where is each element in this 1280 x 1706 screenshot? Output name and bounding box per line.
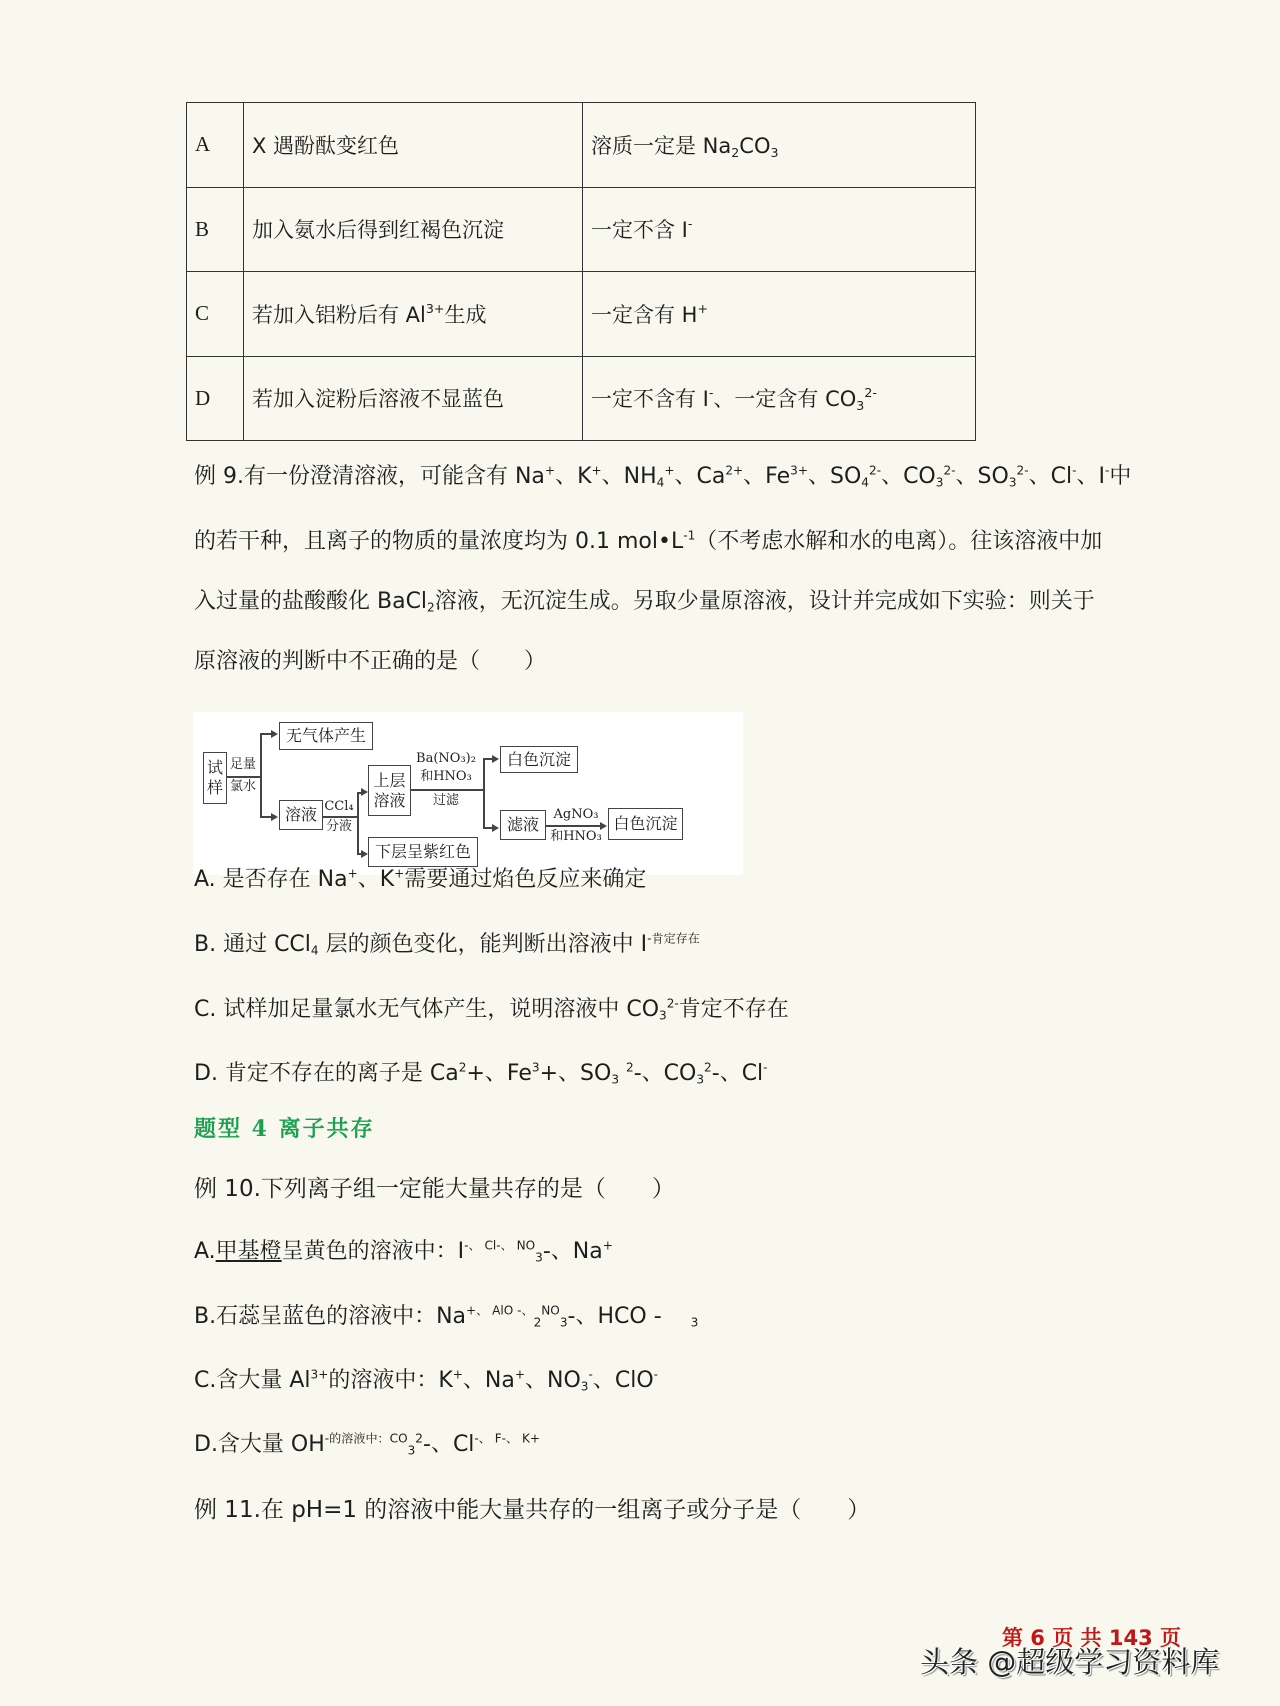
label-reagent2-bottom: 分液 <box>325 819 352 834</box>
row-condition <box>244 272 583 357</box>
box-lower-layer: 下层呈紫红色 <box>368 837 478 867</box>
text-segment: CO <box>739 133 771 158</box>
watermark: 头条 @超级学习资料库 <box>920 1645 1220 1679</box>
text-segment: 中 <box>1109 464 1132 489</box>
text-segment: 2- <box>869 463 882 478</box>
text-segment: - <box>1072 463 1077 478</box>
text-segment: 4 <box>861 475 869 490</box>
text-segment: C.含大量 Al <box>194 1368 311 1393</box>
example-9-option-a <box>194 865 646 895</box>
text-segment: 3+ <box>790 463 808 478</box>
label-reagent4-top: AgNO₃ <box>553 807 599 822</box>
text-segment: 2+ <box>725 463 744 478</box>
text-segment: 2 <box>731 144 740 160</box>
text-segment: 4 <box>656 475 665 490</box>
text-segment: 3 <box>535 1250 543 1265</box>
text-segment: 、SO <box>955 464 1009 489</box>
label-reagent1-top: 足量 <box>229 757 256 772</box>
text-segment: 例 11.在 pH=1 的溶液中能大量共存的一组离子或分子是（ ） <box>194 1497 871 1523</box>
text-segment: 2 <box>704 1060 712 1075</box>
text-segment: 2- <box>666 996 679 1011</box>
text-segment: -、Na <box>542 1239 603 1264</box>
row-condition: X 遇酚酞变红色 <box>244 103 583 188</box>
example-10-option-b <box>194 1302 698 1332</box>
text-segment: D. 肯定不存在的离子是 Ca <box>194 1061 459 1086</box>
text-segment: +、 AlO -、 <box>466 1303 534 1318</box>
example-9-option-b <box>194 930 700 960</box>
text-segment: 2 <box>427 600 435 615</box>
label-reagent3-mid: 和HNO₃ <box>420 769 472 784</box>
arrow-icon <box>271 813 278 821</box>
text-segment: - <box>687 216 693 232</box>
text-segment: 、K <box>555 464 592 489</box>
text-segment: 3+ <box>310 1367 329 1382</box>
text-segment: 、一定含有 CO <box>713 387 857 412</box>
label-reagent3-top: Ba(NO₃)₂ <box>416 751 476 766</box>
label-reagent3-bottom: 过滤 <box>432 793 459 808</box>
text-segment: -、 Cl-、 NO <box>464 1238 536 1253</box>
text-segment: 原溶液的判断中不正确的是（ ） <box>194 649 547 674</box>
text-segment: 一定不含有 I <box>591 387 709 412</box>
table-row <box>187 103 976 188</box>
text-segment: +、Fe <box>466 1061 532 1086</box>
connector-line <box>410 789 483 791</box>
arrow-icon <box>492 824 499 832</box>
example-11-question <box>194 1495 870 1525</box>
text-segment: 一定含有 H <box>591 302 698 327</box>
example-9-question <box>194 647 546 677</box>
text-segment: 例 9.有一份澄清溶液，可能含有 Na <box>194 464 545 489</box>
text-segment: 3 <box>696 1072 705 1087</box>
text-segment: 3 <box>559 1315 568 1330</box>
text-segment: 、NO <box>525 1368 581 1393</box>
row-conclusion <box>583 187 976 272</box>
text-segment: - <box>763 1060 768 1075</box>
table-row <box>187 187 976 272</box>
text-segment: 2 <box>458 1060 467 1075</box>
row-key: A <box>187 103 244 188</box>
text-segment: 2- <box>943 463 956 478</box>
text-segment: 3+ <box>425 300 445 316</box>
text-segment: 层的颜色变化，能判断出溶液中 I <box>318 932 648 957</box>
text-segment: 3 <box>580 1379 589 1394</box>
text-segment: 3 <box>407 1443 416 1458</box>
text-segment: 2 <box>626 1060 634 1075</box>
example-9-question <box>194 527 1102 557</box>
example-9-option-c <box>194 995 789 1025</box>
text-segment: + <box>664 463 675 478</box>
text-segment: -、Cl <box>423 1432 475 1457</box>
text-segment: 3 <box>770 144 779 160</box>
text-segment: 入过量的盐酸酸化 BaCl <box>194 589 428 614</box>
text-segment: - <box>708 385 714 401</box>
text-segment: + <box>591 463 602 478</box>
text-segment: +、SO <box>539 1061 612 1086</box>
text-segment: + <box>697 300 709 316</box>
text-segment: 2 <box>415 1431 423 1446</box>
text-segment: 甲基橙 <box>215 1239 282 1264</box>
text-segment: 若加入铝粉后有 Al <box>252 302 426 327</box>
row-key: B <box>187 187 244 272</box>
box-filtrate: 滤液 <box>500 810 546 840</box>
table-row <box>187 272 976 357</box>
arrow-icon <box>600 822 607 830</box>
text-segment: + <box>602 1238 613 1253</box>
text-segment: 、SO <box>808 464 862 489</box>
connector-line <box>483 758 485 828</box>
text-segment: 一定不含 I <box>591 218 688 243</box>
text-segment: D.含大量 OH <box>194 1432 325 1457</box>
text-segment: 溶液，无沉淀生成。另取少量原溶液，设计并完成如下实验：则关于 <box>434 589 1095 614</box>
example-10-question <box>194 1174 675 1204</box>
text-segment: 、ClO <box>592 1368 654 1393</box>
connector-line <box>260 733 262 817</box>
text-segment: + <box>394 866 405 881</box>
row-conclusion <box>583 272 976 357</box>
text-segment: - <box>653 1367 659 1382</box>
options-table <box>186 102 976 441</box>
text-segment: + <box>514 1367 526 1382</box>
text-segment: 、I <box>1076 464 1105 489</box>
text-segment: 、Ca <box>674 464 726 489</box>
text-segment: B. 通过 CCl <box>194 932 311 957</box>
example-10-option-c <box>194 1366 658 1396</box>
connector-line <box>322 816 357 818</box>
text-segment: 溶质一定是 Na <box>591 133 732 158</box>
table-row <box>187 356 976 441</box>
label-reagent1-bottom: 氯水 <box>229 779 256 794</box>
connector-line <box>227 776 260 778</box>
text-segment: 、Fe <box>743 464 791 489</box>
connector-line <box>357 792 359 854</box>
example-10-option-a <box>194 1237 613 1267</box>
text-segment: 、Na <box>462 1368 515 1393</box>
text-segment: - <box>1104 463 1110 478</box>
text-segment: 2 <box>533 1315 542 1330</box>
box-sample: 试样 <box>203 752 227 804</box>
text-segment: - <box>588 1367 593 1382</box>
text-segment: （不考虑水解和水的电离）。往该溶液中加 <box>695 529 1103 554</box>
text-segment: 3 <box>1008 475 1017 490</box>
text-segment: 的溶液中：K <box>328 1368 453 1393</box>
row-key: D <box>187 356 244 441</box>
row-conclusion <box>583 356 976 441</box>
arrow-icon <box>271 730 278 738</box>
label-reagent4-bottom: 和HNO₃ <box>550 829 602 844</box>
text-segment: 、NH <box>601 464 657 489</box>
text-segment: -、Cl <box>711 1061 764 1086</box>
text-segment: -、HCO - <box>567 1304 691 1329</box>
text-segment: 3 <box>690 1315 699 1330</box>
text-segment: 、K <box>357 867 395 892</box>
text-segment: 生成 <box>444 302 487 327</box>
text-segment: 3 <box>531 1060 540 1075</box>
text-segment: + <box>347 866 358 881</box>
text-segment: 需要通过焰色反应来确定 <box>404 867 647 892</box>
row-condition: 若加入淀粉后溶液不显蓝色 <box>244 356 583 441</box>
text-segment: 3 <box>659 1008 667 1023</box>
arrow-icon <box>492 755 499 763</box>
text-segment: 2- <box>864 385 877 401</box>
text-segment: 3 <box>856 398 865 414</box>
row-key: C <box>187 272 244 357</box>
example-9-question <box>194 462 1131 492</box>
text-segment: 4 <box>310 943 319 958</box>
text-segment: 、CO <box>881 464 936 489</box>
text-segment: 呈黄色的溶液中：I <box>281 1239 465 1264</box>
text-segment: 的若干种，且离子的物质的量浓度均为 0.1 mol•L <box>194 529 684 554</box>
experiment-flow-diagram <box>193 712 743 875</box>
text-segment: 例 10.下列离子组一定能大量共存的是（ ） <box>194 1176 675 1202</box>
row-condition: 加入氨水后得到红褐色沉淀 <box>244 187 583 272</box>
example-9-option-d <box>194 1059 768 1089</box>
box-upper-layer: 上层溶液 <box>368 765 411 816</box>
text-segment: 3 <box>935 475 944 490</box>
text-segment: -的溶液中：CO <box>324 1431 408 1446</box>
text-segment: + <box>452 1367 463 1382</box>
box-white-precipitate-2: 白色沉淀 <box>608 808 683 840</box>
box-solution: 溶液 <box>279 800 323 830</box>
text-segment: 、Cl <box>1028 464 1073 489</box>
example-10-option-d <box>194 1430 540 1460</box>
connector-line <box>545 825 601 827</box>
text-segment: 3 <box>611 1072 620 1087</box>
text-segment <box>619 1061 626 1086</box>
box-white-precipitate-1: 白色沉淀 <box>500 746 578 773</box>
text-segment: A. <box>194 1239 216 1264</box>
text-segment: + <box>544 463 556 478</box>
text-segment: C. 试样加足量氯水无气体产生，说明溶液中 CO <box>194 997 660 1022</box>
arrow-icon <box>361 850 368 858</box>
example-9-question <box>194 587 1095 617</box>
section-heading: 题型 4 离子共存 <box>194 1116 375 1142</box>
text-segment: -、 F-、 K+ <box>474 1431 541 1446</box>
box-no-gas: 无气体产生 <box>279 722 373 750</box>
page-number: 第 6 页 共 143 页 <box>1002 1626 1182 1650</box>
text-segment: A. 是否存在 Na <box>194 867 348 892</box>
label-reagent2-top: CCl₄ <box>324 799 354 814</box>
text-segment: 2- <box>1016 463 1029 478</box>
row-conclusion <box>583 103 976 188</box>
text-segment: -肯定存在 <box>647 931 700 946</box>
text-segment: NO <box>541 1303 560 1318</box>
text-segment: 肯定不存在 <box>678 997 789 1022</box>
text-segment: -、CO <box>633 1061 697 1086</box>
text-segment: B.石蕊呈蓝色的溶液中：Na <box>194 1304 467 1329</box>
connector-line <box>357 792 363 794</box>
text-segment: -1 <box>683 528 696 543</box>
